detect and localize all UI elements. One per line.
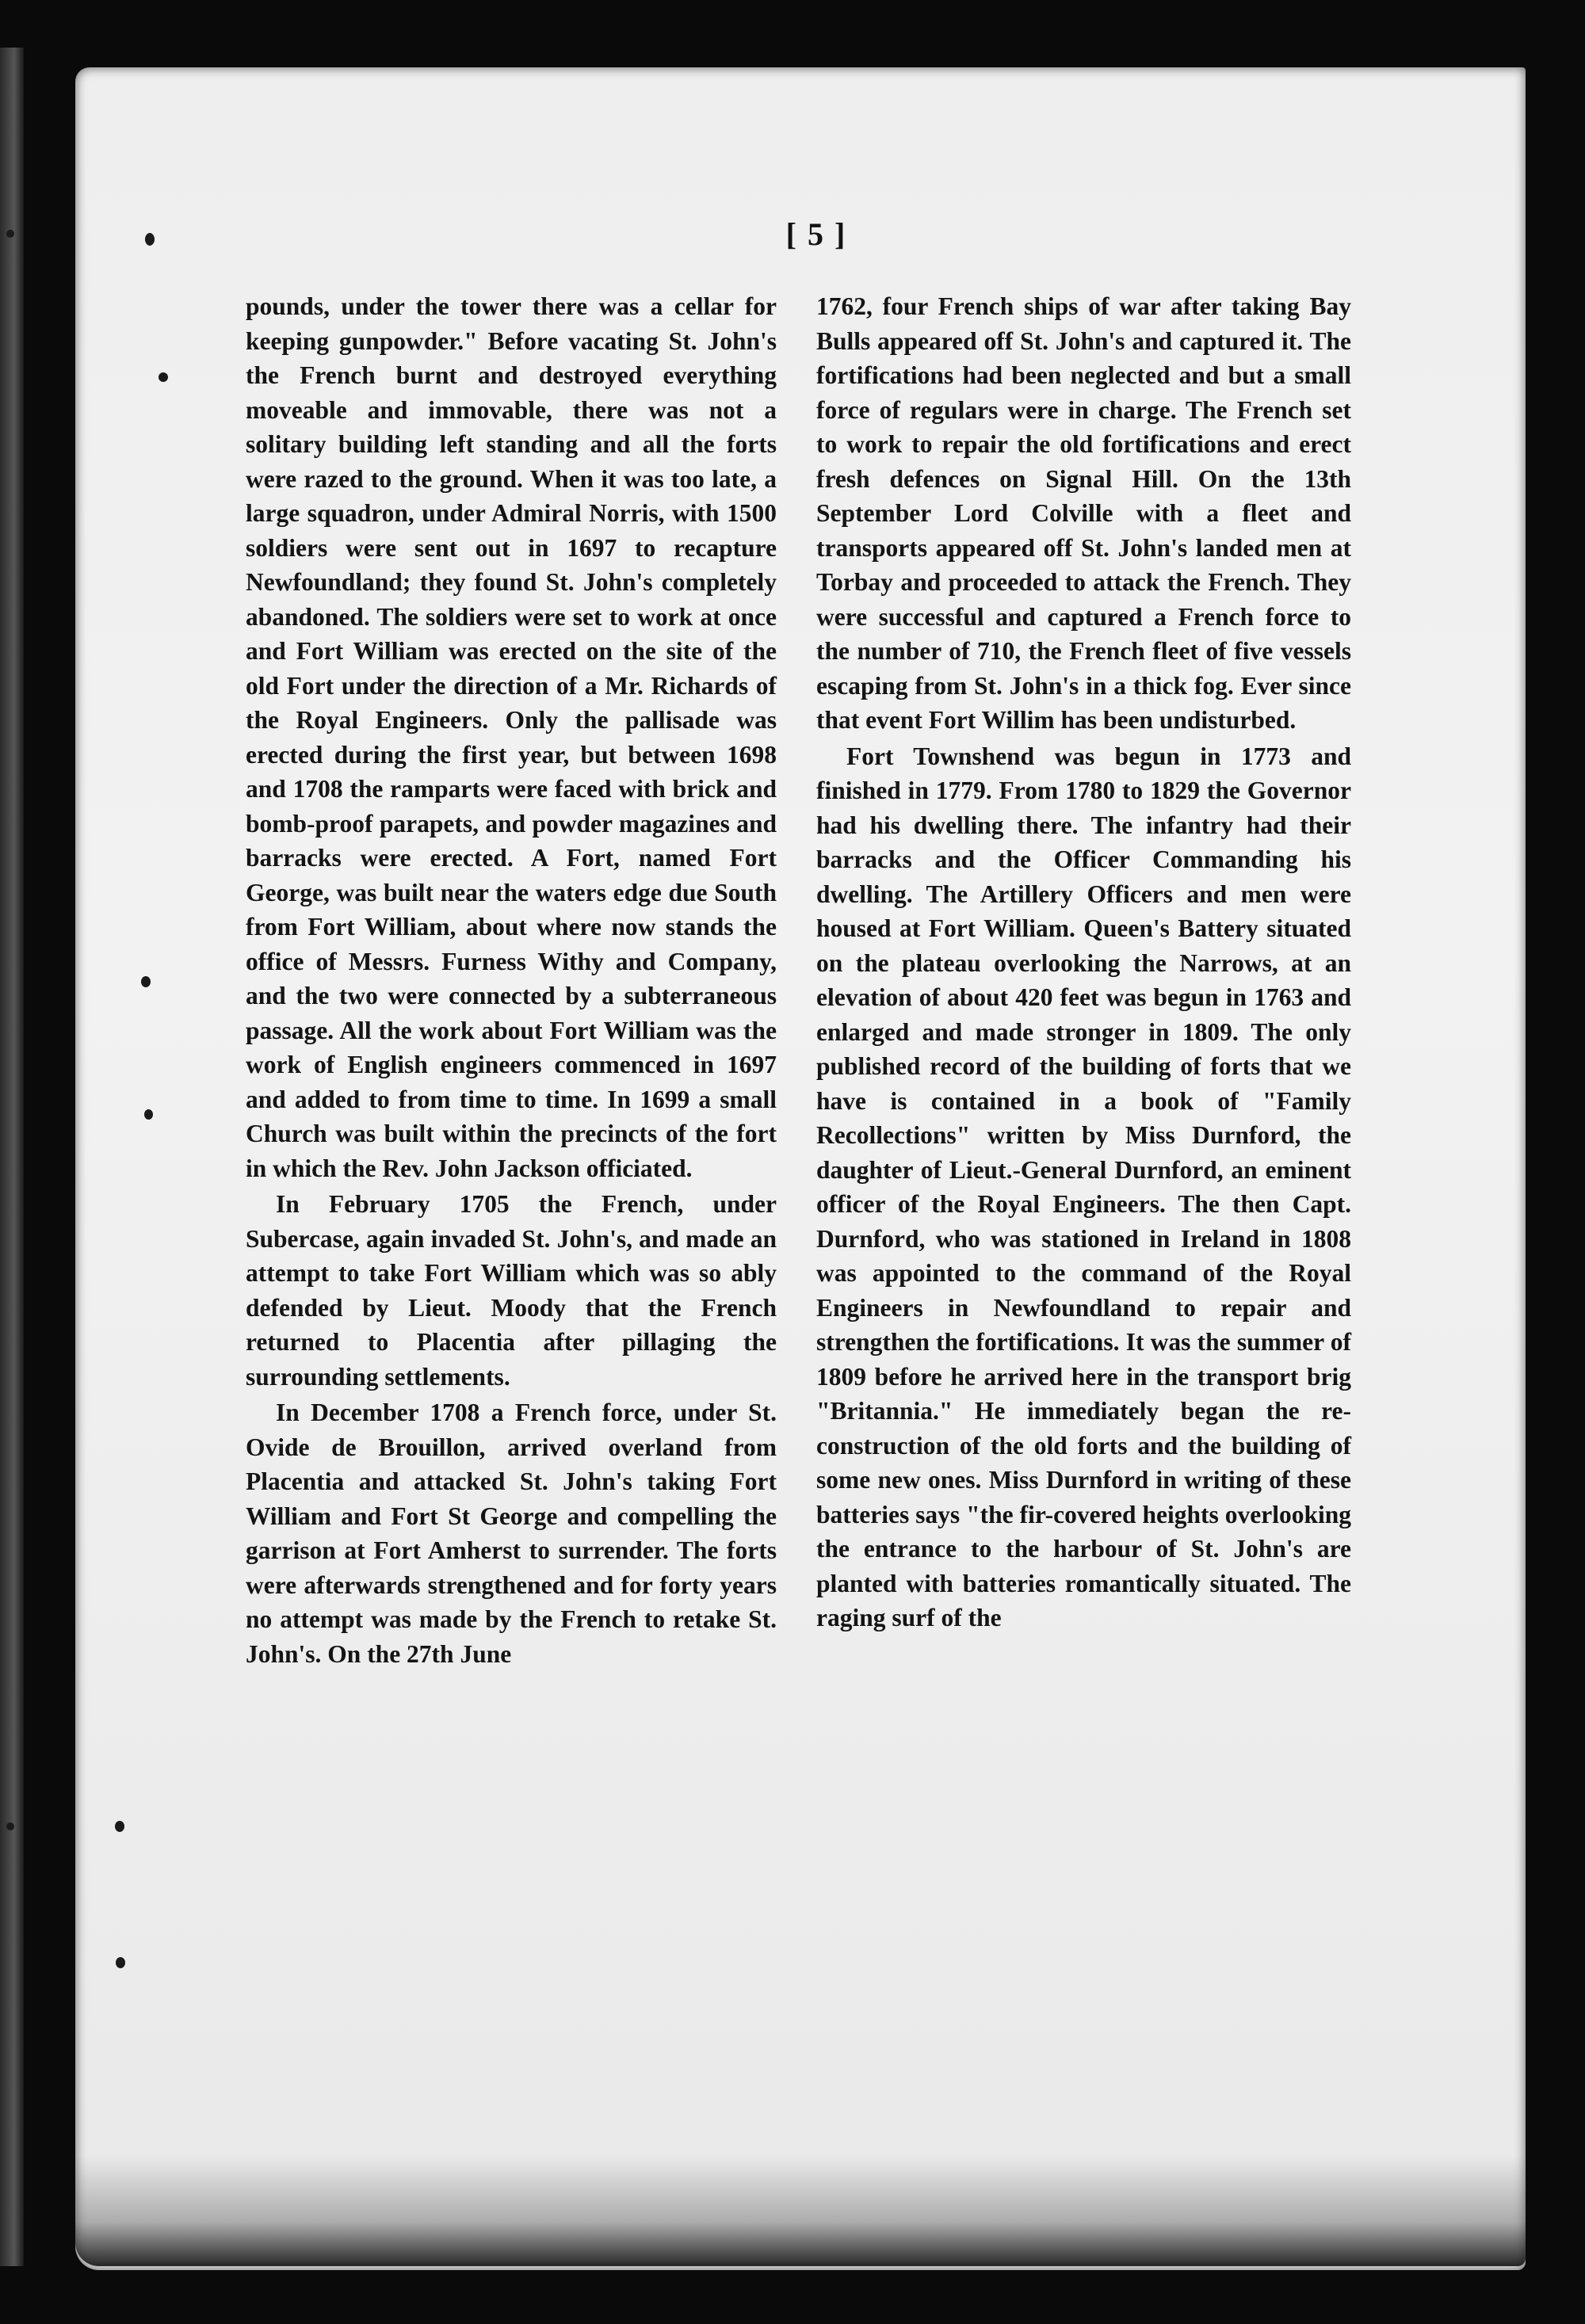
binding-mark bbox=[6, 1822, 14, 1830]
binding-mark bbox=[158, 372, 168, 382]
binding-mark bbox=[144, 1109, 153, 1120]
paragraph: 1762, four French ships of war after taking Bay Bulls appeared off St. John's and captured it. The fortifications had been neglected and but a small force of regulars were in charge. The French set to work to repair the old fortifications and erect fresh defences on Signal Hill. On the 13th September Lord Colville with a fleet and transports appeared off St. John's landed men at Torbay and proceeded to attack the French. They were successful and captured a French force to the number of 710, the French fleet of five vessels escaping from St. John's in a thick fog. Ever since that event Fort Willim has been undisturbed. bbox=[816, 292, 1351, 734]
binding-mark bbox=[141, 976, 151, 987]
binding-mark bbox=[115, 1821, 124, 1832]
paragraph: In February 1705 the French, under Subercase, again invaded St. John's, and made an attempt to take Fort William which was so ably defended by Lieut. Moody that the French returned to Placentia after pillaging the surrounding settlements. bbox=[246, 1190, 777, 1391]
page-number: [ 5 ] bbox=[785, 216, 847, 252]
paragraph: In December 1708 a French force, under St. Ovide de Brouillon, arrived overland from Placentia and attacked St. John's taking Fort William and Fort St George and compelling the garrison at Fort Amherst to surrender. The forts were afterwards strengthened and for forty years no attempt was made by the French to retake St. John's. On the 27th June bbox=[246, 1399, 777, 1668]
paragraph: Fort Townshend was begun in 1773 and finished in 1779. From 1780 to 1829 the Governor had his dwelling there. The infantry had their barracks and the Officer Commanding his dwelling. The Artillery Officers and men were housed at Fort William. Queen's Battery situated on the plateau overlooking the Narrows, at an elevation of about 420 feet was begun in 1763 and enlarged and made stronger in 1809. The only published record of the building of forts that we have is contained in a book of "Family Recollections" written by Miss Durnford, the daughter of Lieut.-General Durnford, an eminent officer of the Royal Engineers. The then Capt. Durnford, who was stationed in Ireland in 1808 was appointed to the command of the Royal Engineers in Newfoundland to repair and strengthen the fortifications. It was the summer of 1809 before he arrived here in the transport brig "Britannia." He immediately began the re-construction of the old forts and the building of some new ones. Miss Durnford in writing of these batteries says "the fir-covered heights overlooking the entrance to the harbour of St. John's are planted with batteries romantically situated. The raging surf of the bbox=[816, 742, 1351, 1631]
paragraph: pounds, under the tower there was a cellar for keeping gunpowder." Before vacating St. John's the French burnt and destroyed everything moveable and immovable, there was not a solitary building left standing and all the forts were razed to the ground. When it was too late, a large squadron, under Admiral Norris, with 1500 soldiers were sent out in 1697 to recapture Newfoundland; they found St. John's completely abandoned. The soldiers were set to work at once and Fort William was erected on the site of the old Fort under the direction of a Mr. Richards of the Royal Engineers. Only the pallisade was erected during the first year, but between 1698 and 1708 the ramparts were faced with brick and bomb-proof parapets, and powder magazines and barracks were erected. A Fort, named Fort George, was built near the waters edge due South from Fort William, about where now stands the office of Messrs. Furness Withy and Company, and the two were connected by a subterraneous passage. All the work about Fort William was the work of English engineers commenced in 1697 and added to from time to time. In 1699 a small Church was built within the precincts of the fort in which the Rev. John Jackson officiated. bbox=[246, 292, 777, 1182]
binding-mark bbox=[116, 1957, 125, 1968]
left-text-column bbox=[246, 289, 777, 1671]
right-text-column bbox=[816, 289, 1351, 1635]
facing-page-edge bbox=[0, 48, 24, 2266]
page-bottom-shadow bbox=[75, 2155, 1526, 2266]
